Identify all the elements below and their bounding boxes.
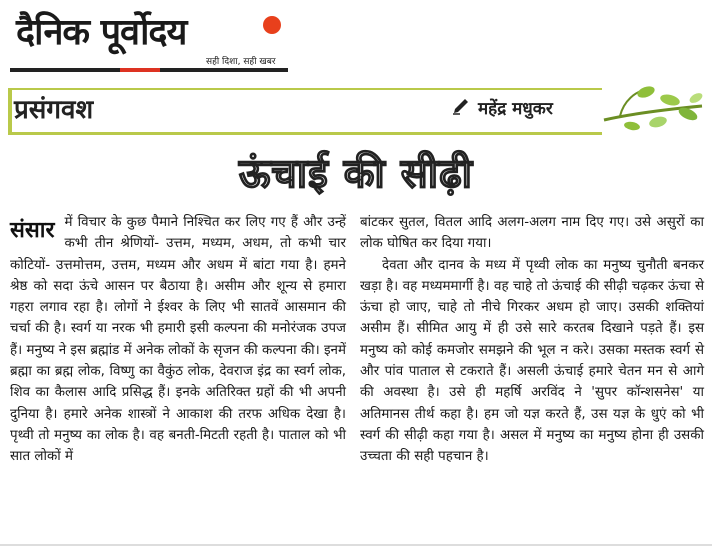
article-title: ऊंचाई की सीढ़ी xyxy=(238,151,473,197)
brand-dot-icon xyxy=(263,16,281,34)
article-column-2 xyxy=(360,212,704,468)
author-name: महेंद्र मधुकर xyxy=(478,99,553,119)
article-column-1 xyxy=(10,212,346,468)
masthead xyxy=(10,6,300,72)
masthead-rule-accent xyxy=(120,68,160,72)
article-paragraph: बांटकर सुतल, वितल आदि अलग-अलग नाम दिए गए। उसे असुरों का लोक घोषित कर दिया गया। xyxy=(360,215,704,252)
newspaper-tagline: सही दिशा, सही खबर xyxy=(206,57,276,67)
article-paragraph: देवता और दानव के मध्य में पृथ्वी लोक का मनुष्य चुनौती बनकर खड़ा है। वह मध्यममार्गी है। वह चाहे तो ऊंचाई की सीढ़ी चढ़कर ऊंचा से ऊंचा हो जाए, चाहे तो नीचे गिरकर अधम हो जाए। उसकी शक्तियां असीम हैं। सीमित आयु में ही उसे सारे करतब दिखाने पड़ते हैं। इस मनुष्य को कोई कमजोर समझने की भूल न करे। उसका मस्तक स्वर्ग से और पांव पाताल से टकराते हैं। असली ऊंचाई हमारे चेतन मन से आगे की अवस्था है। उसे ही महर्षि अरविंद ने 'सुपर कॉन्शसनेस' या अतिमानस तीर्थ कहा है। हम जो यज्ञ करते हैं, उस यज्ञ के धुएं को भी स्वर्ग की सीढ़ी कहा गया है। असल में मनुष्य का मनुष्य होना ही उसकी उच्चता की सही पहचान है। xyxy=(360,257,704,465)
author-byline xyxy=(456,96,553,119)
newspaper-name: दैनिक पूर्वोदय xyxy=(16,12,187,53)
leaf-branch-art xyxy=(600,80,706,138)
page-bottom-rule xyxy=(0,544,712,546)
article-body-col1: में विचार के कुछ पैमाने निश्चित कर लिए गए हैं और उन्हें कभी तीन श्रेणियों- उत्तम, मध्यम, अधम, तो कभी चार कोटियों- उत्तमोत्तम, उत्तम, मध्यम और अधम में बांटा गया है। हमने श्रेष्ठ को सदा ऊंचे आसन पर बैठाया है। असीम और शून्य से हमारा गहरा लगाव रहा है। लोगों ने ईश्वर के लिए भी सातवें आसमान की चर्चा की है। स्वर्ग या नरक भी हमारी इसी कल्पना की मनोरंजक उपज हैं। मनुष्य ने इस ब्रह्मांड में अनेक लोकों के सृजन की कल्पना की। इनमें ब्रह्मा का ब्रह्म लोक, विष्णु का वैकुंठ लोक, देवराज इंद्र का स्वर्ग लोक, शिव का कैलास आदि प्रसिद्ध हैं। इनके अतिरिक्त ग्रहों की भी अपनी दुनिया है। हमारे अनेक शास्त्रों ने आकाश की तरफ अधिक देखा है। पृथ्वी तो मनुष्य का लोक है। वह बनती-मिटती रहती है। पाताल को भी सात लोकों में xyxy=(10,215,346,465)
article-dropcap: संसार xyxy=(10,218,55,243)
section-kicker: प्रसंगवश xyxy=(14,95,94,125)
